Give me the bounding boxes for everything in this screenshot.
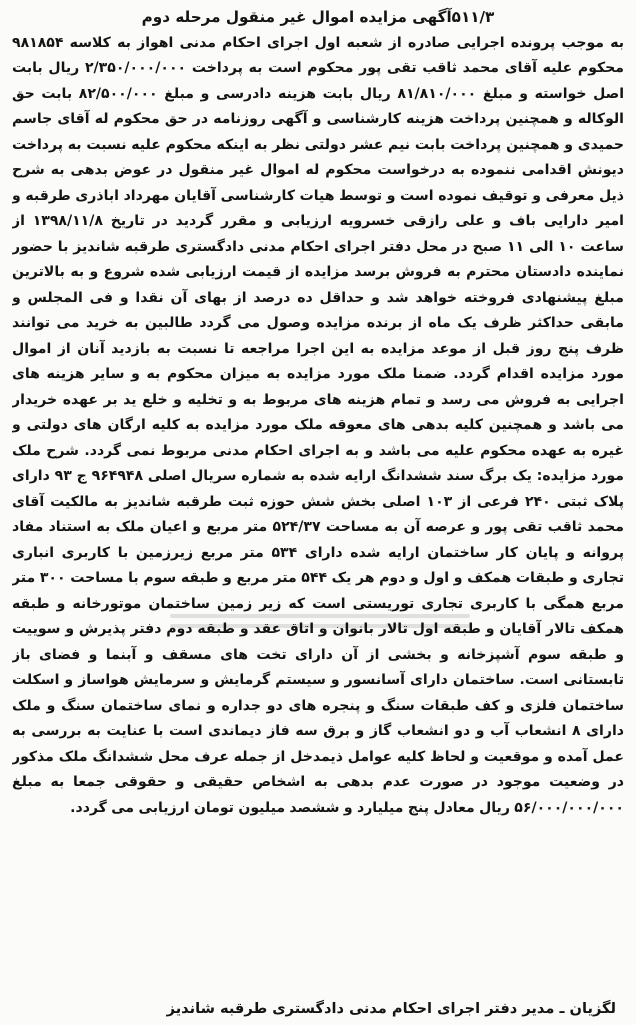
- notice-body: به موجب پرونده اجرایی صادره از شعبه اول اجرای احکام مدنی اهواز به کلاسه ۹۸۱۸۵۴ محکوم علیه آقای محمد ثاقب تقی پور محکوم است به پرداخت ۲/۳۵۰/۰۰۰/۰۰۰ ریال بابت اصل خواسته و مبلغ ۸۱/۸۱۰/۰۰۰ ریال بابت هزینه دادرسی و مبلغ ۸۲/۵۰۰/۰۰۰ بابت حق الوکاله و همچنین پرداخت هزینه کارشناسی و آگهی روزنامه در حق محکوم له آقای جاسم حمیدی و همچنین پرداخت بابت نیم عشر دولتی نظر به اینکه محکوم علیه نسبت به پرداخت دیونش اقدامی ننموده به درخواست محکوم له اموال غیر منقول در عوض بدهی به شرح ذیل معرفی و توقیف نموده است و توسط هیات کارشناسی آقایان مهرداد اباذری طرقبه و امیر دارایی باف و علی رازقی خسرویه ارزیابی و مقرر گردید در تاریخ ۱۳۹۸/۱۱/۸ از ساعت ۱۰ الی ۱۱ صبح در محل دفتر اجرای احکام مدنی دادگستری طرقبه شاندیز با حضور نماینده دادستان محترم به فروش برسد مزایده از قیمت ارزیابی شده شروع و به بالاترین مبلغ پیشنهادی فروخته خواهد شد و حداقل ده درصد از بهای آن نقدا و فی المجلس و مابقی حداکثر ظرف یک ماه از برنده مزایده وصول می گردد طالبین به خرید می توانند ظرف پنج روز قبل از موعد مزایده به این اجرا مراجعه تا نسبت به بازدید آنان از اموال مورد مزایده اقدام گردد. ضمنا ملک مورد مزایده به میزان محکوم به و سایر هزینه های اجرایی به فروش می رسد و تمام هزینه های مربوط به و تخلیه و خلع ید بر عهده خریدار می باشد و همچنین کلیه بدهی های معوقه ملک مورد مزایده به کلیه ارگان های دولتی و غیره به عهده محکوم علیه می باشد و به اجرای احکام مدنی مربوط نمی گردد. شرح ملک مورد مزایده: یک برگ سند ششدانگ ارایه شده به شماره سریال اصلی ۹۶۴۹۴۸ ج ۹۳ دارای پلاک ثبتی ۲۴۰ فرعی از ۱۰۳ اصلی بخش شش حوزه ثبت طرقبه شاندیز به مالکیت آقای محمد ثاقب تقی پور و عرصه آن به مساحت ۵۲۴/۳۷ متر مربع و اعیان ملک به استناد مفاد پروانه و پایان کار ساختمان ارایه شده دارای ۵۳۴ متر مربع زیرزمین با کاربری انباری تجاری و طبقات همکف و اول و دوم هر یک ۵۴۴ متر مربع و طبقه سوم با مساحت ۳۰۰ متر مربع همگی با کاربری تجاری توریستی است که زیر زمین ساختمان موتورخانه و طبقه همکف تالار آقایان و طبقه اول تالار بانوان و اتاق عقد و طبقه دوم دفتر پذیرش و سوییت و طبقه سوم آشپزخانه و بخشی از آن دارای تخت های مسقف و آبنما و فضای باز تابستانی است. ساختمان دارای آسانسور و سیستم گرمایش و سرمایش هواساز و اسکلت ساختمان فلزی و کف طبقات سنگ و پنجره های دو جداره و نمای ساختمان سنگ و ملک دارای ۸ انشعاب آب و دو انشعاب گاز و برق سه فاز دیماندی است با عنایت به بررسی به عمل آمده و موقعیت و لحاظ کلیه عوامل ذیمدخل از جمله عرف محل ششدانگ ملک مذکور در وضعیت موجود در صورت عدم بدهی به اشخاص حقیقی و حقوقی جمعا به مبلغ ۵۶/۰۰۰/۰۰۰/۰۰۰ ریال معادل پنج میلیارد و ششصد میلیون تومان ارزیابی می گردد.: [12, 35, 624, 816]
- notice-signature: لگزیان ـ مدیر دفتر اجرای احکام مدنی دادگستری طرقبه شاندیز: [166, 1000, 616, 1017]
- notice-title: ۵۱۱/۳آگهی مزایده اموال غیر منقول مرحله دوم: [141, 8, 495, 26]
